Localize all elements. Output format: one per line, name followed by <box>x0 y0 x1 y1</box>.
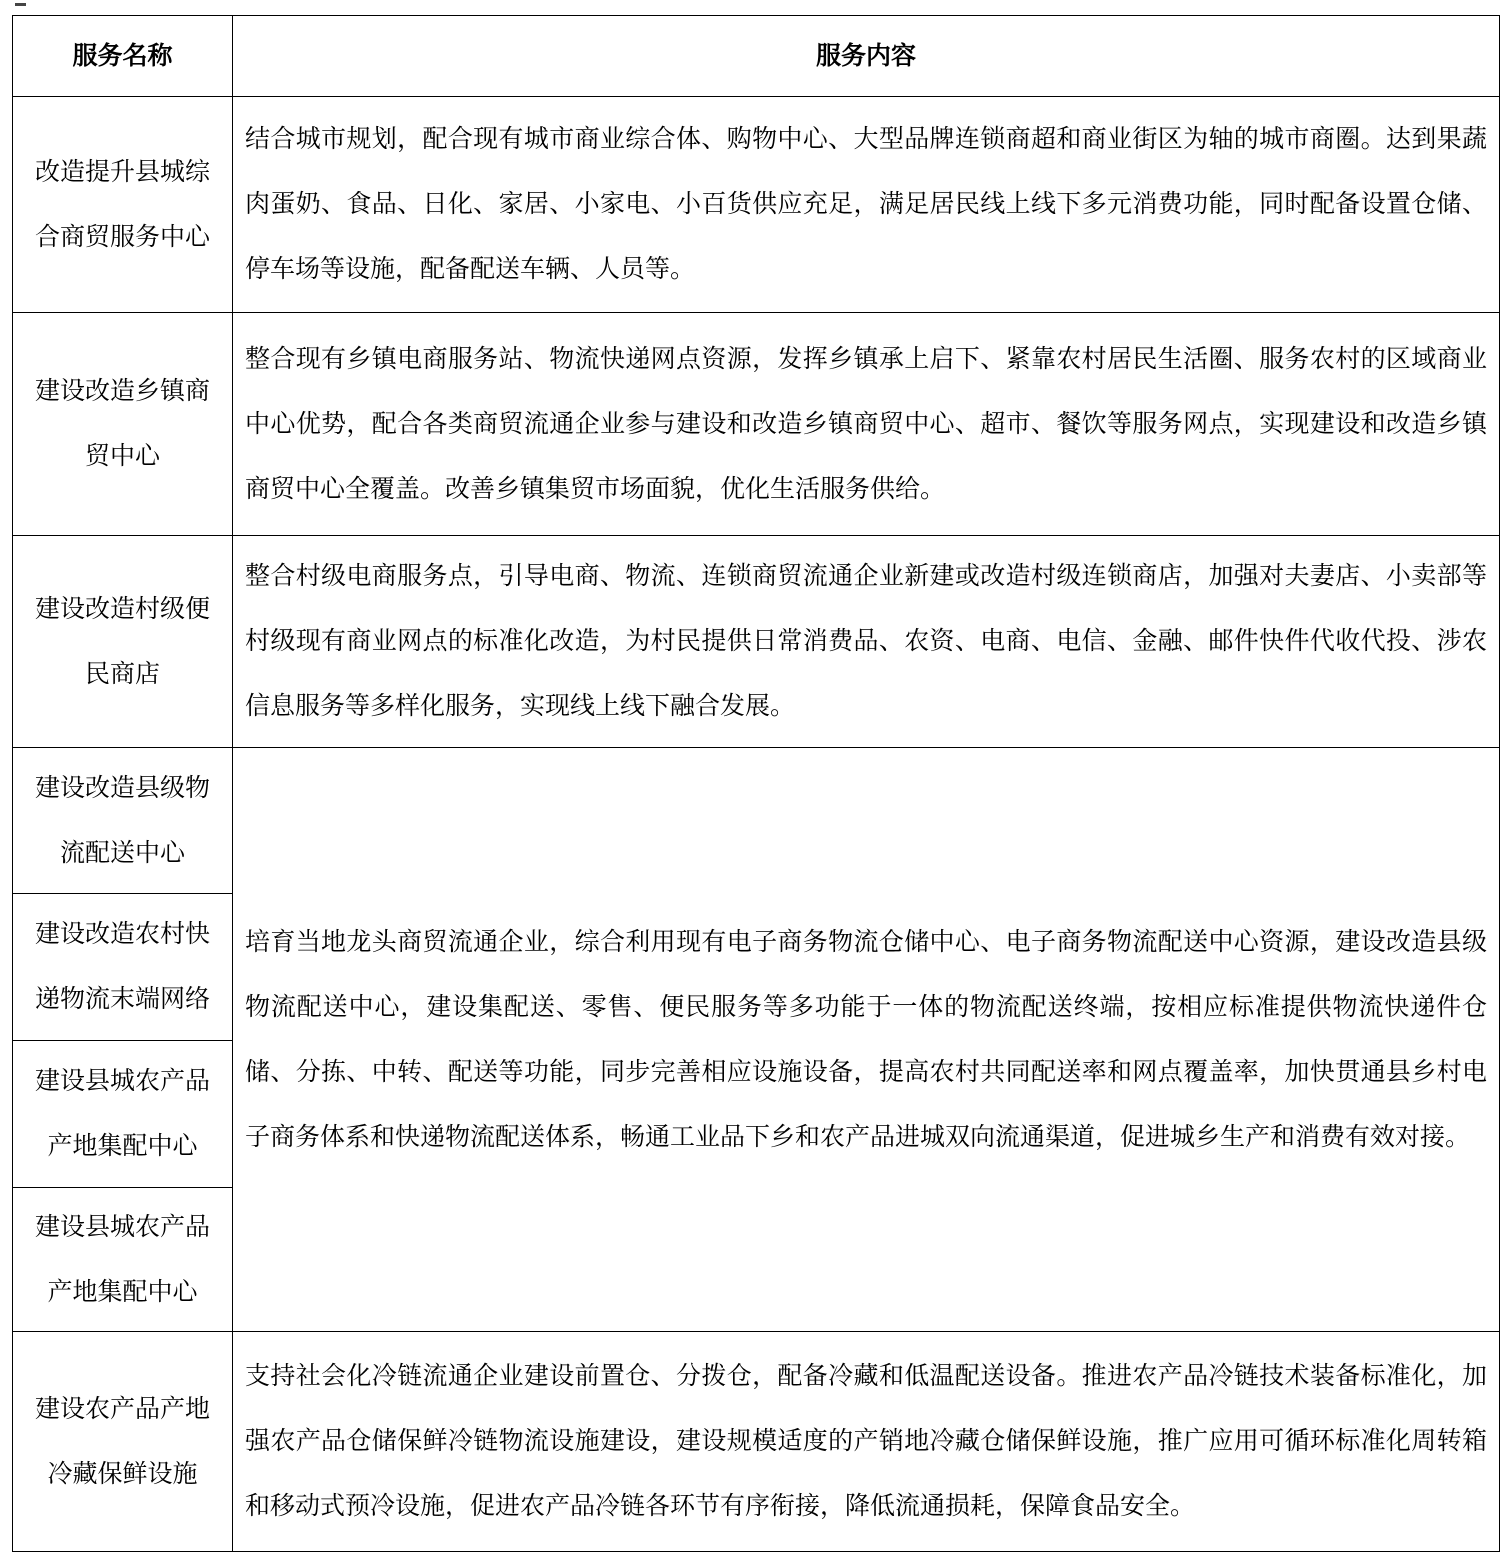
service-content-cell: 结合城市规划，配合现有城市商业综合体、购物中心、大型品牌连锁商超和商业街区为轴的城市商圈。达到果蔬肉蛋奶、食品、日化、家居、小家电、小百货供应充足，满足居民线上线下多元消费功能，同时配备设置仓储、停车场等设施，配备配送车辆、人员等。 <box>233 97 1500 313</box>
service-content-cell: 整合村级电商服务点，引导电商、物流、连锁商贸流通企业新建或改造村级连锁商店，加强对夫妻店、小卖部等村级现有商业网点的标准化改造，为村民提供日常消费品、农资、电商、电信、金融、邮件快件代收代投、涉农信息服务等多样化服务，实现线上线下融合发展。 <box>233 536 1500 748</box>
service-name-cell: 建设县城农产品产地集配中心 <box>13 1188 233 1332</box>
service-content-merged-cell: 培育当地龙头商贸流通企业，综合利用现有电子商务物流仓储中心、电子商务物流配送中心资源，建设改造县级物流配送中心，建设集配送、零售、便民服务等多功能于一体的物流配送终端，按相应标准提供物流快递件仓储、分拣、中转、配送等功能，同步完善相应设施设备，提高农村共同配送率和网点覆盖率，加快贯通县乡村电子商务体系和快递物流配送体系，畅通工业品下乡和农产品进城双向流通渠道，促进城乡生产和消费有效对接。 <box>233 748 1500 1332</box>
service-content-cell: 整合现有乡镇电商服务站、物流快递网点资源，发挥乡镇承上启下、紧靠农村居民生活圈、服务农村的区域商业中心优势，配合各类商贸流通企业参与建设和改造乡镇商贸中心、超市、餐饮等服务网点，实现建设和改造乡镇商贸中心全覆盖。改善乡镇集贸市场面貌，优化生活服务供给。 <box>233 313 1500 536</box>
service-name-cell: 建设改造农村快递物流末端网络 <box>13 894 233 1041</box>
services-table <box>12 15 1500 1552</box>
service-name-cell: 建设农产品产地冷藏保鲜设施 <box>13 1332 233 1552</box>
service-name-cell: 建设改造村级便民商店 <box>13 536 233 748</box>
table-row <box>13 1332 1500 1552</box>
stray-mark <box>15 3 26 6</box>
table-header-row <box>13 16 1500 97</box>
service-name-cell: 建设改造乡镇商贸中心 <box>13 313 233 536</box>
table-row <box>13 748 1500 894</box>
table-row <box>13 97 1500 313</box>
service-name-cell: 改造提升县城综合商贸服务中心 <box>13 97 233 313</box>
service-name-cell: 建设改造县级物流配送中心 <box>13 748 233 894</box>
header-service-content: 服务内容 <box>233 16 1500 97</box>
header-service-name: 服务名称 <box>13 16 233 97</box>
table-row <box>13 313 1500 536</box>
service-name-cell: 建设县城农产品产地集配中心 <box>13 1041 233 1188</box>
service-content-cell: 支持社会化冷链流通企业建设前置仓、分拨仓，配备冷藏和低温配送设备。推进农产品冷链技术装备标准化，加强农产品仓储保鲜冷链物流设施建设，建设规模适度的产销地冷藏仓储保鲜设施，推广应用可循环标准化周转箱和移动式预冷设施，促进农产品冷链各环节有序衔接，降低流通损耗，保障食品安全。 <box>233 1332 1500 1552</box>
table-row <box>13 536 1500 748</box>
